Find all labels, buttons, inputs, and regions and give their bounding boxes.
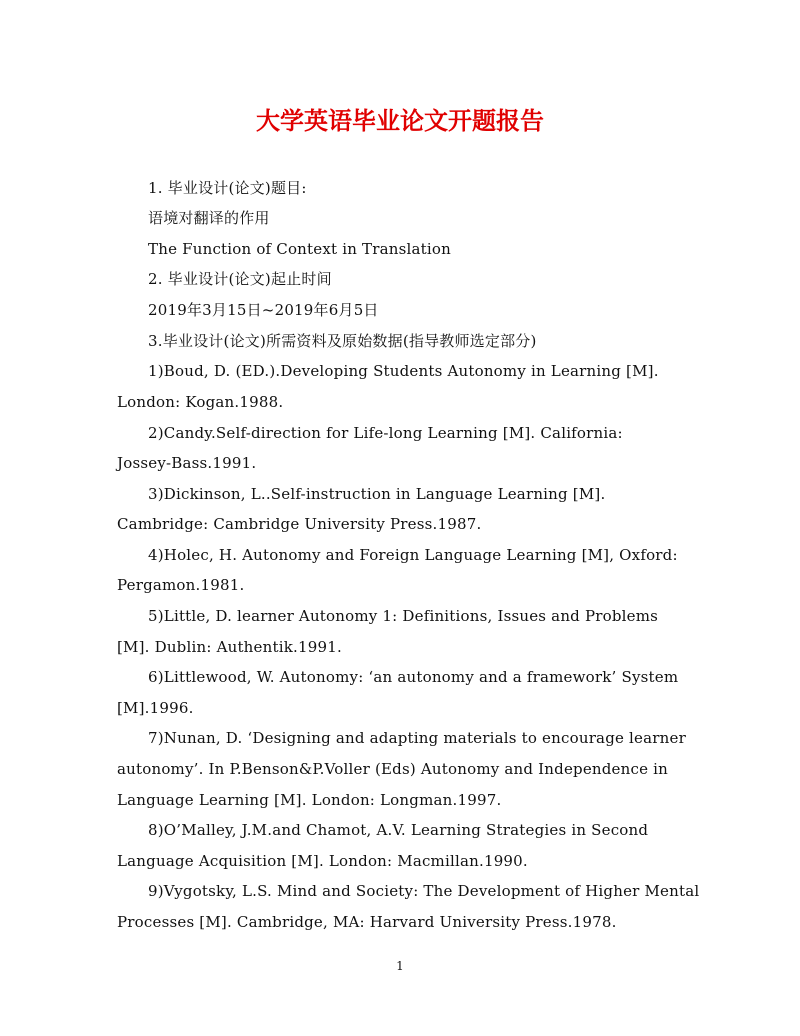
reference-2-line-2: Jossey-Bass.1991.: [117, 454, 257, 472]
reference-6-line-2: [M].1996.: [117, 699, 194, 717]
page-number: 1: [396, 959, 404, 973]
section-1-heading: 1. 毕业设计(论文)题目:: [148, 179, 307, 197]
reference-9-line-2: Processes [M]. Cambridge, MA: Harvard University Press.1978.: [117, 913, 617, 931]
section-3-heading: 3.毕业设计(论文)所需资料及原始数据(指导教师选定部分): [148, 332, 537, 350]
reference-1-line-2: London: Kogan.1988.: [117, 393, 284, 411]
reference-3-line-1: 3)Dickinson, L..Self-instruction in Language Learning [M].: [148, 485, 606, 503]
reference-5-line-1: 5)Little, D. learner Autonomy 1: Definitions, Issues and Problems: [148, 607, 659, 625]
reference-8-line-1: 8)O’Malley, J.M.and Chamot, A.V. Learning Strategies in Second: [148, 821, 649, 839]
reference-9-line-1: 9)Vygotsky, L.S. Mind and Society: The Development of Higher Mental: [148, 882, 700, 900]
reference-6-line-1: 6)Littlewood, W. Autonomy: ‘an autonomy and a framework’ System: [148, 668, 679, 686]
reference-5-line-2: [M]. Dublin: Authentik.1991.: [117, 638, 342, 656]
reference-3-line-2: Cambridge: Cambridge University Press.1987.: [117, 515, 482, 533]
reference-8-line-2: Language Acquisition [M]. London: Macmillan.1990.: [117, 852, 528, 870]
reference-4-line-2: Pergamon.1981.: [117, 576, 245, 594]
reference-2-line-1: 2)Candy.Self-direction for Life-long Learning [M]. California:: [148, 424, 623, 442]
document-title: 大学英语毕业论文开题报告: [256, 106, 544, 135]
thesis-title-chinese: 语境对翻译的作用: [148, 209, 270, 227]
thesis-period: 2019年3月15日~2019年6月5日: [148, 301, 379, 319]
reference-7-line-1: 7)Nunan, D. ‘Designing and adapting materials to encourage learner: [148, 729, 686, 747]
reference-7-line-3: Language Learning [M]. London: Longman.1997.: [117, 791, 502, 809]
section-2-heading: 2. 毕业设计(论文)起止时间: [148, 270, 332, 288]
reference-1-line-1: 1)Boud, D. (ED.).Developing Students Autonomy in Learning [M].: [148, 362, 659, 380]
thesis-title-english: The Function of Context in Translation: [148, 240, 451, 258]
reference-7-line-2: autonomy’. In P.Benson&P.Voller (Eds) Autonomy and Independence in: [117, 760, 669, 778]
reference-4-line-1: 4)Holec, H. Autonomy and Foreign Language Learning [M], Oxford:: [148, 546, 678, 564]
